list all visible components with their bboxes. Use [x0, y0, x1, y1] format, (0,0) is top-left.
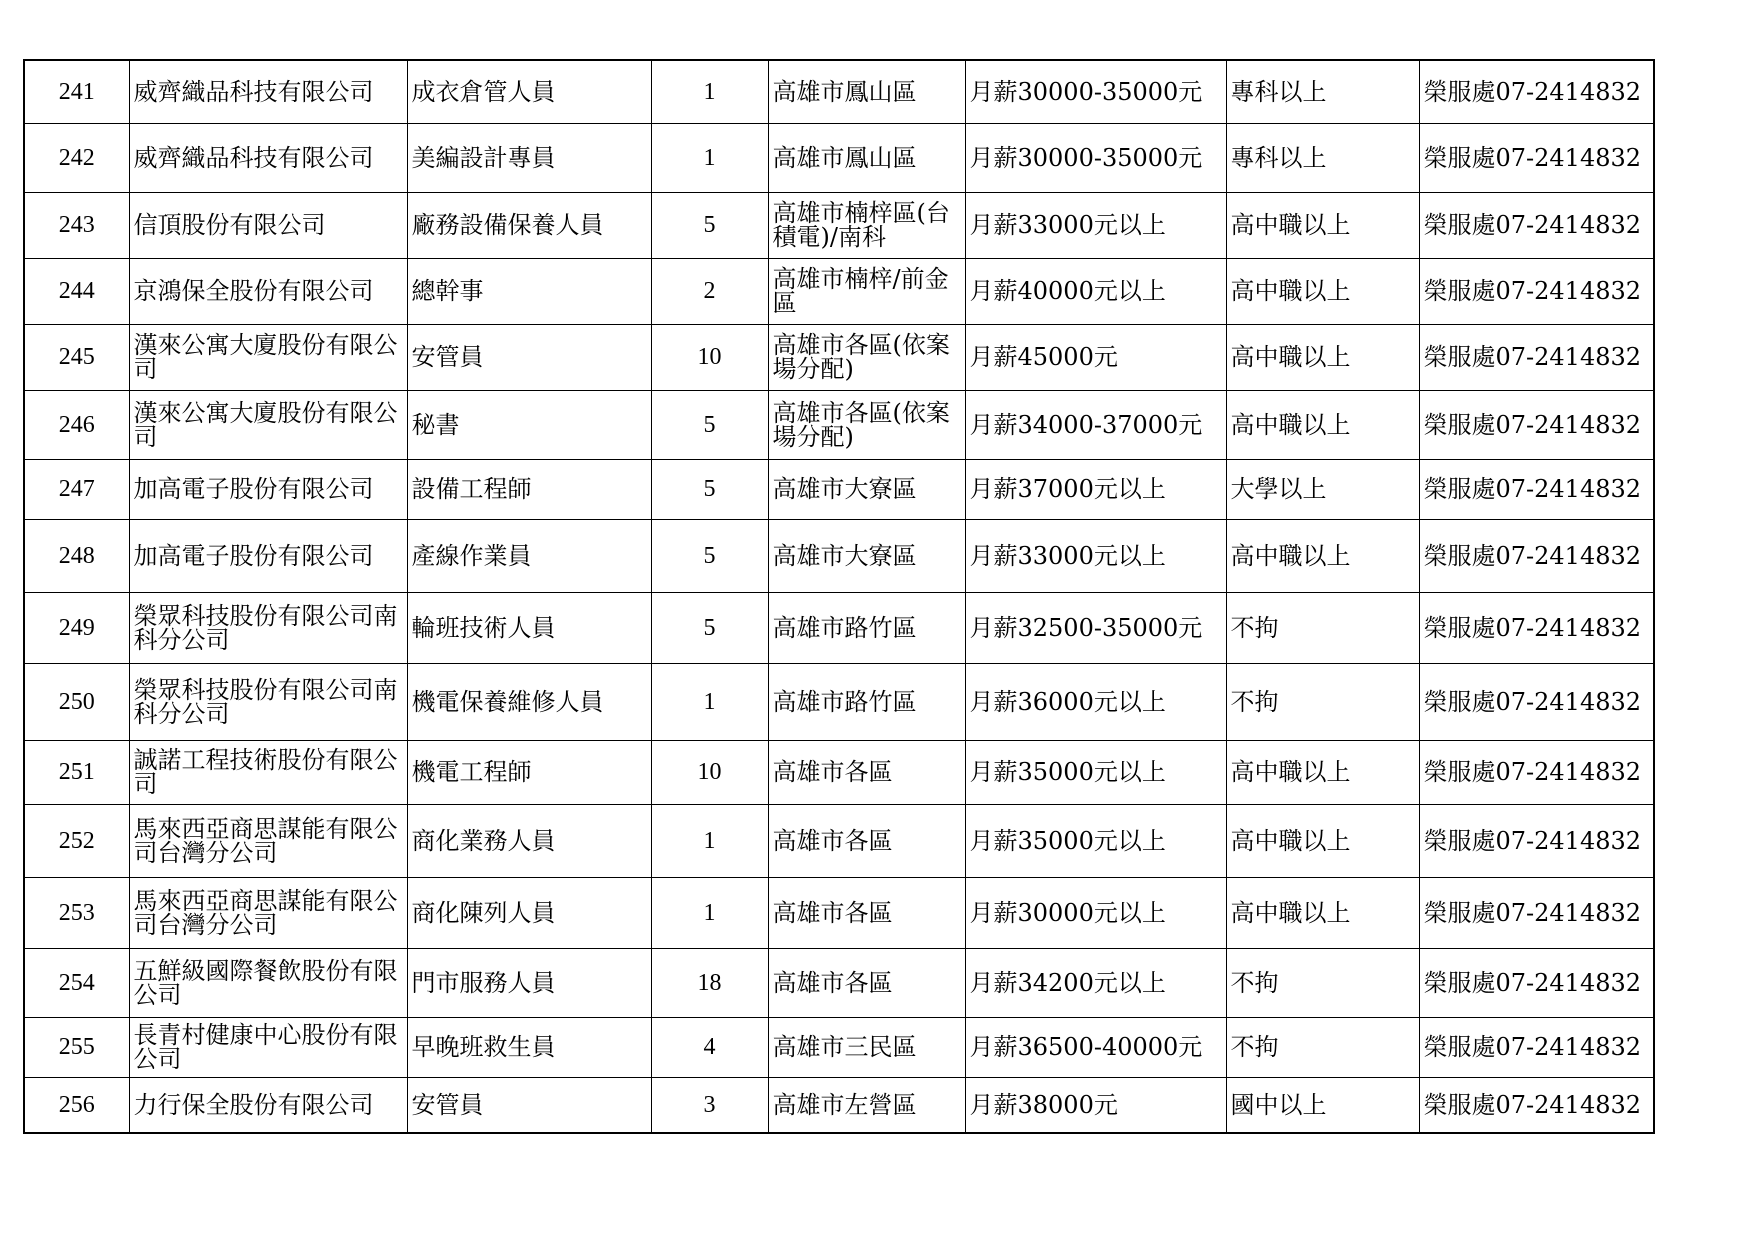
row-number: 252 [24, 804, 129, 877]
table-row [24, 1077, 1654, 1133]
work-location: 高雄市左營區 [768, 1077, 965, 1133]
job-title: 美編設計專員 [407, 123, 651, 192]
company-name: 威齊織品科技有限公司 [129, 123, 407, 192]
education-requirement: 高中職以上 [1226, 740, 1419, 804]
work-location: 高雄市各區(依案場分配) [768, 390, 965, 459]
job-title: 安管員 [407, 324, 651, 390]
education-requirement: 高中職以上 [1226, 258, 1419, 324]
row-number: 247 [24, 459, 129, 519]
table-row [24, 459, 1654, 519]
salary: 月薪37000元以上 [965, 459, 1226, 519]
company-name: 力行保全股份有限公司 [129, 1077, 407, 1133]
headcount: 5 [651, 390, 768, 459]
table-row [24, 877, 1654, 948]
company-name: 誠諾工程技術股份有限公司 [129, 740, 407, 804]
company-name: 榮眾科技股份有限公司南科分公司 [129, 592, 407, 663]
education-requirement: 專科以上 [1226, 123, 1419, 192]
table-row [24, 1017, 1654, 1077]
table-row [24, 258, 1654, 324]
table-row [24, 804, 1654, 877]
salary: 月薪36000元以上 [965, 663, 1226, 740]
salary: 月薪40000元以上 [965, 258, 1226, 324]
headcount: 5 [651, 519, 768, 592]
work-location: 高雄市路竹區 [768, 663, 965, 740]
table-row [24, 519, 1654, 592]
headcount: 1 [651, 804, 768, 877]
row-number: 254 [24, 948, 129, 1017]
work-location: 高雄市三民區 [768, 1017, 965, 1077]
job-title: 秘書 [407, 390, 651, 459]
job-title: 機電工程師 [407, 740, 651, 804]
education-requirement: 大學以上 [1226, 459, 1419, 519]
company-name: 威齊織品科技有限公司 [129, 60, 407, 123]
row-number: 248 [24, 519, 129, 592]
contact-info: 榮服處07-2414832 [1419, 60, 1654, 123]
contact-info: 榮服處07-2414832 [1419, 804, 1654, 877]
salary: 月薪33000元以上 [965, 192, 1226, 258]
education-requirement: 高中職以上 [1226, 390, 1419, 459]
company-name: 加高電子股份有限公司 [129, 459, 407, 519]
table-row [24, 390, 1654, 459]
contact-info: 榮服處07-2414832 [1419, 877, 1654, 948]
education-requirement: 不拘 [1226, 1017, 1419, 1077]
work-location: 高雄市大寮區 [768, 459, 965, 519]
contact-info: 榮服處07-2414832 [1419, 592, 1654, 663]
job-title: 早晚班救生員 [407, 1017, 651, 1077]
contact-info: 榮服處07-2414832 [1419, 519, 1654, 592]
work-location: 高雄市各區 [768, 877, 965, 948]
work-location: 高雄市楠梓區(台積電)/南科 [768, 192, 965, 258]
work-location: 高雄市各區 [768, 740, 965, 804]
contact-info: 榮服處07-2414832 [1419, 324, 1654, 390]
headcount: 4 [651, 1017, 768, 1077]
contact-info: 榮服處07-2414832 [1419, 192, 1654, 258]
headcount: 2 [651, 258, 768, 324]
row-number: 246 [24, 390, 129, 459]
company-name: 信頂股份有限公司 [129, 192, 407, 258]
contact-info: 榮服處07-2414832 [1419, 948, 1654, 1017]
row-number: 242 [24, 123, 129, 192]
job-title: 安管員 [407, 1077, 651, 1133]
row-number: 256 [24, 1077, 129, 1133]
row-number: 251 [24, 740, 129, 804]
education-requirement: 不拘 [1226, 948, 1419, 1017]
table-row [24, 192, 1654, 258]
job-title: 總幹事 [407, 258, 651, 324]
row-number: 243 [24, 192, 129, 258]
salary: 月薪45000元 [965, 324, 1226, 390]
row-number: 245 [24, 324, 129, 390]
work-location: 高雄市鳳山區 [768, 60, 965, 123]
contact-info: 榮服處07-2414832 [1419, 123, 1654, 192]
row-number: 253 [24, 877, 129, 948]
job-listing-table [23, 59, 1655, 1134]
headcount: 10 [651, 324, 768, 390]
company-name: 漢來公寓大廈股份有限公司 [129, 324, 407, 390]
job-title: 輪班技術人員 [407, 592, 651, 663]
company-name: 漢來公寓大廈股份有限公司 [129, 390, 407, 459]
row-number: 249 [24, 592, 129, 663]
headcount: 1 [651, 60, 768, 123]
education-requirement: 高中職以上 [1226, 877, 1419, 948]
salary: 月薪30000元以上 [965, 877, 1226, 948]
work-location: 高雄市鳳山區 [768, 123, 965, 192]
job-title: 廠務設備保養人員 [407, 192, 651, 258]
contact-info: 榮服處07-2414832 [1419, 258, 1654, 324]
company-name: 五鮮級國際餐飲股份有限公司 [129, 948, 407, 1017]
education-requirement: 高中職以上 [1226, 804, 1419, 877]
education-requirement: 不拘 [1226, 663, 1419, 740]
headcount: 5 [651, 459, 768, 519]
work-location: 高雄市各區(依案場分配) [768, 324, 965, 390]
headcount: 1 [651, 123, 768, 192]
job-title: 設備工程師 [407, 459, 651, 519]
contact-info: 榮服處07-2414832 [1419, 1077, 1654, 1133]
salary: 月薪32500-35000元 [965, 592, 1226, 663]
education-requirement: 專科以上 [1226, 60, 1419, 123]
work-location: 高雄市路竹區 [768, 592, 965, 663]
education-requirement: 不拘 [1226, 592, 1419, 663]
job-title: 商化陳列人員 [407, 877, 651, 948]
headcount: 5 [651, 592, 768, 663]
company-name: 馬來西亞商思謀能有限公司台灣分公司 [129, 804, 407, 877]
table-row [24, 948, 1654, 1017]
row-number: 241 [24, 60, 129, 123]
education-requirement: 高中職以上 [1226, 519, 1419, 592]
job-title: 成衣倉管人員 [407, 60, 651, 123]
salary: 月薪34200元以上 [965, 948, 1226, 1017]
company-name: 榮眾科技股份有限公司南科分公司 [129, 663, 407, 740]
contact-info: 榮服處07-2414832 [1419, 663, 1654, 740]
row-number: 244 [24, 258, 129, 324]
table-row [24, 60, 1654, 123]
work-location: 高雄市各區 [768, 804, 965, 877]
headcount: 3 [651, 1077, 768, 1133]
education-requirement: 國中以上 [1226, 1077, 1419, 1133]
contact-info: 榮服處07-2414832 [1419, 1017, 1654, 1077]
work-location: 高雄市各區 [768, 948, 965, 1017]
headcount: 10 [651, 740, 768, 804]
table-row [24, 123, 1654, 192]
headcount: 5 [651, 192, 768, 258]
salary: 月薪30000-35000元 [965, 60, 1226, 123]
contact-info: 榮服處07-2414832 [1419, 459, 1654, 519]
headcount: 18 [651, 948, 768, 1017]
salary: 月薪34000-37000元 [965, 390, 1226, 459]
salary: 月薪35000元以上 [965, 804, 1226, 877]
table-row [24, 663, 1654, 740]
table-row [24, 740, 1654, 804]
education-requirement: 高中職以上 [1226, 324, 1419, 390]
job-rows [24, 60, 1654, 1133]
row-number: 255 [24, 1017, 129, 1077]
contact-info: 榮服處07-2414832 [1419, 390, 1654, 459]
table-row [24, 592, 1654, 663]
company-name: 長青村健康中心股份有限公司 [129, 1017, 407, 1077]
work-location: 高雄市大寮區 [768, 519, 965, 592]
row-number: 250 [24, 663, 129, 740]
company-name: 加高電子股份有限公司 [129, 519, 407, 592]
table-row [24, 324, 1654, 390]
salary: 月薪33000元以上 [965, 519, 1226, 592]
headcount: 1 [651, 877, 768, 948]
job-title: 產線作業員 [407, 519, 651, 592]
job-title: 門市服務人員 [407, 948, 651, 1017]
salary: 月薪36500-40000元 [965, 1017, 1226, 1077]
job-title: 機電保養維修人員 [407, 663, 651, 740]
work-location: 高雄市楠梓/前金區 [768, 258, 965, 324]
company-name: 京鴻保全股份有限公司 [129, 258, 407, 324]
salary: 月薪38000元 [965, 1077, 1226, 1133]
salary: 月薪30000-35000元 [965, 123, 1226, 192]
contact-info: 榮服處07-2414832 [1419, 740, 1654, 804]
education-requirement: 高中職以上 [1226, 192, 1419, 258]
company-name: 馬來西亞商思謀能有限公司台灣分公司 [129, 877, 407, 948]
headcount: 1 [651, 663, 768, 740]
job-title: 商化業務人員 [407, 804, 651, 877]
salary: 月薪35000元以上 [965, 740, 1226, 804]
